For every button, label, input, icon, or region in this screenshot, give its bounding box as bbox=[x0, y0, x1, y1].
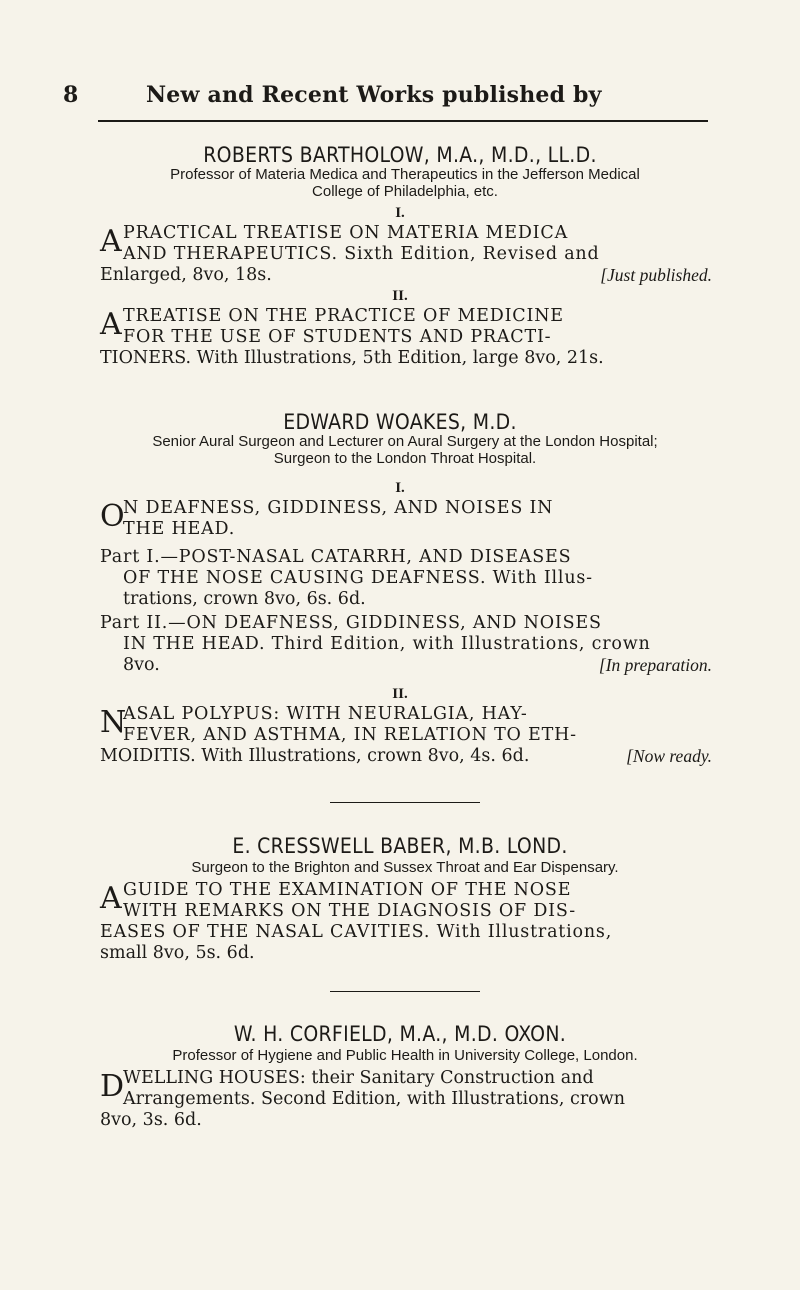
availability-note: [Just published. bbox=[600, 265, 712, 285]
entry-line bbox=[100, 655, 712, 676]
affiliation-line: Surgeon to the London Throat Hospital. bbox=[273, 450, 537, 467]
affiliation-line: Professor of Hygiene and Public Health in University College, London. bbox=[172, 1047, 638, 1064]
entry-line: AND THERAPEUTICS. Sixth Edition, Revised and bbox=[123, 244, 600, 264]
drop-cap: O bbox=[100, 499, 125, 534]
part-entry bbox=[100, 613, 712, 676]
entry-text: Enlarged, 8vo, 18s. bbox=[100, 265, 272, 285]
drop-cap: A bbox=[100, 881, 122, 916]
entry-line: TIONERS. With Illustrations, 5th Edition, large 8vo, 21s. bbox=[100, 348, 604, 368]
drop-cap: A bbox=[100, 224, 122, 259]
work-numeral: II. bbox=[392, 686, 408, 702]
entry-line: GUIDE TO THE EXAMINATION OF THE NOSE bbox=[123, 880, 572, 900]
page-number: 8 bbox=[63, 82, 79, 108]
header-title: New and Recent Works published by bbox=[146, 82, 602, 108]
entry-line: THE HEAD. bbox=[123, 519, 236, 539]
entry-line: PRACTICAL TREATISE ON MATERIA MEDICA bbox=[123, 223, 569, 243]
work-entry bbox=[100, 1068, 712, 1131]
work-numeral: II. bbox=[392, 288, 408, 304]
author-affiliation bbox=[100, 166, 710, 200]
affiliation-line: College of Philadelphia, etc. bbox=[312, 183, 498, 200]
availability-note: [In preparation. bbox=[598, 655, 712, 675]
section-divider bbox=[330, 991, 480, 992]
entry-line: trations, crown 8vo, 6s. 6d. bbox=[123, 589, 366, 609]
entry-line: Part I.—POST-NASAL CATARRH, AND DISEASES bbox=[100, 547, 572, 567]
work-entry bbox=[100, 498, 712, 540]
author-name: EDWARD WOAKES, M.D. bbox=[283, 410, 517, 434]
affiliation-line: Surgeon to the Brighton and Sussex Throat and Ear Dispensary. bbox=[191, 859, 619, 876]
work-numeral: I. bbox=[395, 480, 405, 496]
work-entry bbox=[100, 880, 712, 964]
entry-text: 8vo. bbox=[123, 655, 160, 675]
entry-text: MOIDITIS. With Illustrations, crown 8vo, 4s. 6d. bbox=[100, 746, 530, 766]
header-rule bbox=[98, 120, 708, 122]
entry-line: WELLING HOUSES: their Sanitary Construction and bbox=[123, 1068, 594, 1088]
entry-line bbox=[100, 265, 712, 286]
entry-line: FEVER, AND ASTHMA, IN RELATION TO ETH- bbox=[123, 725, 577, 745]
entry-line: OF THE NOSE CAUSING DEAFNESS. With Illus- bbox=[123, 568, 593, 588]
entry-line: Arrangements. Second Edition, with Illustrations, crown bbox=[123, 1089, 625, 1109]
author-name: ROBERTS BARTHOLOW, M.A., M.D., LL.D. bbox=[203, 143, 597, 167]
entry-line: WITH REMARKS ON THE DIAGNOSIS OF DIS- bbox=[123, 901, 577, 921]
availability-note: [Now ready. bbox=[626, 746, 712, 766]
author-name: W. H. CORFIELD, M.A., M.D. OXON. bbox=[233, 1022, 567, 1046]
section-divider bbox=[330, 802, 480, 803]
part-entry bbox=[100, 547, 712, 610]
drop-cap: D bbox=[100, 1069, 125, 1104]
entry-line: small 8vo, 5s. 6d. bbox=[100, 943, 255, 963]
entry-line: EASES OF THE NASAL CAVITIES. With Illustrations, bbox=[100, 922, 613, 942]
entry-line: TREATISE ON THE PRACTICE OF MEDICINE bbox=[123, 306, 564, 326]
drop-cap: N bbox=[100, 705, 127, 740]
affiliation-line: Senior Aural Surgeon and Lecturer on Aural Surgery at the London Hospital; bbox=[152, 433, 658, 450]
author-affiliation bbox=[90, 859, 720, 876]
work-entry bbox=[100, 306, 712, 369]
entry-line: Part II.—ON DEAFNESS, GIDDINESS, AND NOISES bbox=[100, 613, 602, 633]
entry-line: FOR THE USE OF STUDENTS AND PRACTI- bbox=[123, 327, 552, 347]
entry-line bbox=[100, 746, 712, 767]
work-entry bbox=[100, 223, 712, 286]
author-name: E. CRESSWELL BABER, M.B. LOND. bbox=[232, 834, 568, 858]
author-affiliation bbox=[90, 1047, 720, 1064]
affiliation-line: Professor of Materia Medica and Therapeutics in the Jefferson Medical bbox=[170, 166, 640, 183]
entry-line: IN THE HEAD. Third Edition, with Illustrations, crown bbox=[123, 634, 651, 654]
work-numeral: I. bbox=[395, 205, 405, 221]
entry-line: N DEAFNESS, GIDDINESS, AND NOISES IN bbox=[123, 498, 554, 518]
drop-cap: A bbox=[100, 307, 122, 342]
entry-line: ASAL POLYPUS: WITH NEURALGIA, HAY- bbox=[123, 704, 528, 724]
author-affiliation bbox=[90, 433, 720, 467]
entry-line: 8vo, 3s. 6d. bbox=[100, 1110, 202, 1130]
work-entry bbox=[100, 704, 712, 767]
